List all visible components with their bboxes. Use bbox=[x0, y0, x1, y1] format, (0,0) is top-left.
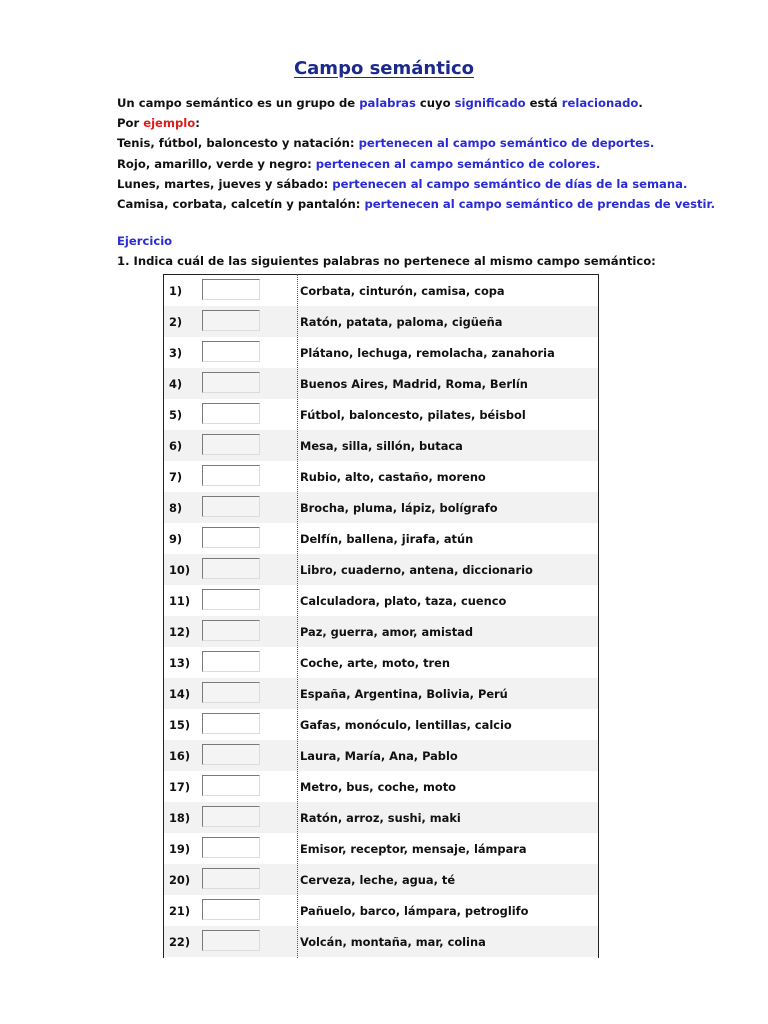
item-number: 1) bbox=[169, 284, 183, 298]
answer-field[interactable] bbox=[202, 558, 260, 579]
definition-text-1: Un campo semántico es un grupo de bbox=[117, 96, 360, 110]
exercise-row bbox=[164, 368, 598, 399]
example-words: Tenis, fútbol, baloncesto y natación: bbox=[117, 136, 359, 151]
example-field: pertenecen al campo semántico de colores. bbox=[315, 156, 601, 171]
answer-field[interactable] bbox=[202, 806, 260, 827]
item-number: 18) bbox=[169, 811, 191, 825]
item-number: 17) bbox=[169, 780, 191, 794]
example-line bbox=[117, 194, 737, 214]
word-list: Ratón, arroz, sushi, maki bbox=[300, 811, 461, 825]
word-list: Gafas, monóculo, lentillas, calcio bbox=[300, 718, 512, 732]
example-field: pertenecen al campo semántico de prendas de vestir. bbox=[364, 197, 715, 212]
item-number: 3) bbox=[169, 346, 183, 360]
word-list: Buenos Aires, Madrid, Roma, Berlín bbox=[300, 377, 528, 391]
keyword-palabras: palabras bbox=[359, 96, 416, 110]
item-number: 13) bbox=[169, 656, 191, 670]
item-number: 4) bbox=[169, 377, 183, 391]
word-list: España, Argentina, Bolivia, Perú bbox=[300, 687, 508, 701]
answer-field[interactable] bbox=[202, 930, 260, 951]
word-list: Emisor, receptor, mensaje, lámpara bbox=[300, 842, 527, 856]
example-intro-colon: : bbox=[195, 116, 200, 131]
item-number: 5) bbox=[169, 408, 183, 422]
definition-text-2: cuyo bbox=[415, 96, 455, 110]
item-number: 22) bbox=[169, 935, 191, 949]
example-intro-text: Por bbox=[117, 116, 144, 131]
exercise-row bbox=[164, 585, 598, 616]
exercise-question: 1. Indica cuál de las siguientes palabras no pertenece al mismo campo semántico: bbox=[117, 254, 656, 268]
word-list: Brocha, pluma, lápiz, bolígrafo bbox=[300, 501, 498, 515]
exercise-row bbox=[164, 864, 598, 895]
answer-field[interactable] bbox=[202, 403, 260, 424]
answer-field[interactable] bbox=[202, 279, 260, 300]
exercise-row bbox=[164, 740, 598, 771]
definition-text-3: está bbox=[525, 96, 562, 110]
column-divider bbox=[297, 274, 298, 958]
intro-section bbox=[117, 93, 737, 214]
item-number: 7) bbox=[169, 470, 183, 484]
example-intro-line bbox=[117, 113, 737, 133]
example-words: Camisa, corbata, calcetín y pantalón: bbox=[117, 197, 365, 212]
word-list: Ratón, patata, paloma, cigüeña bbox=[300, 315, 503, 329]
item-number: 16) bbox=[169, 749, 191, 763]
exercise-table bbox=[163, 274, 599, 958]
exercise-row bbox=[164, 678, 598, 709]
word-list: Calculadora, plato, taza, cuenco bbox=[300, 594, 507, 608]
item-number: 9) bbox=[169, 532, 183, 546]
word-list: Volcán, montaña, mar, colina bbox=[300, 935, 486, 949]
example-line bbox=[117, 133, 737, 153]
item-number: 8) bbox=[169, 501, 183, 515]
answer-field[interactable] bbox=[202, 620, 260, 641]
answer-field[interactable] bbox=[202, 465, 260, 486]
item-number: 19) bbox=[169, 842, 191, 856]
item-number: 12) bbox=[169, 625, 191, 639]
keyword-significado: significado bbox=[454, 96, 526, 110]
exercise-row bbox=[164, 647, 598, 678]
exercise-row bbox=[164, 771, 598, 802]
word-list: Cerveza, leche, agua, té bbox=[300, 873, 456, 887]
word-list: Metro, bus, coche, moto bbox=[300, 780, 456, 794]
keyword-ejemplo: ejemplo bbox=[143, 116, 196, 131]
word-list: Delfín, ballena, jirafa, atún bbox=[300, 532, 474, 546]
answer-field[interactable] bbox=[202, 744, 260, 765]
answer-field[interactable] bbox=[202, 527, 260, 548]
word-list: Plátano, lechuga, remolacha, zanahoria bbox=[300, 346, 555, 360]
definition-text-4: . bbox=[638, 96, 643, 110]
exercise-row bbox=[164, 709, 598, 740]
exercise-row bbox=[164, 461, 598, 492]
exercise-row bbox=[164, 554, 598, 585]
example-field: pertenecen al campo semántico de días de la semana. bbox=[332, 176, 688, 191]
word-list: Fútbol, baloncesto, pilates, béisbol bbox=[300, 408, 526, 422]
keyword-relacionado: relacionado bbox=[561, 96, 639, 110]
exercise-row bbox=[164, 492, 598, 523]
exercise-heading: Ejercicio bbox=[117, 234, 173, 248]
answer-field[interactable] bbox=[202, 310, 260, 331]
word-list: Rubio, alto, castaño, moreno bbox=[300, 470, 486, 484]
answer-field[interactable] bbox=[202, 775, 260, 796]
example-words: Lunes, martes, jueves y sábado: bbox=[117, 176, 333, 191]
exercise-row bbox=[164, 275, 598, 306]
item-number: 11) bbox=[169, 594, 191, 608]
word-list: Corbata, cinturón, camisa, copa bbox=[300, 284, 505, 298]
exercise-row bbox=[164, 337, 598, 368]
answer-field[interactable] bbox=[202, 837, 260, 858]
example-words: Rojo, amarillo, verde y negro: bbox=[117, 156, 316, 171]
answer-field[interactable] bbox=[202, 589, 260, 610]
example-line bbox=[117, 154, 737, 174]
word-list: Laura, María, Ana, Pablo bbox=[300, 749, 458, 763]
answer-field[interactable] bbox=[202, 496, 260, 517]
example-field: pertenecen al campo semántico de deportes. bbox=[358, 136, 655, 151]
item-number: 20) bbox=[169, 873, 191, 887]
word-list: Libro, cuaderno, antena, diccionario bbox=[300, 563, 533, 577]
word-list: Paz, guerra, amor, amistad bbox=[300, 625, 473, 639]
answer-field[interactable] bbox=[202, 434, 260, 455]
answer-field[interactable] bbox=[202, 682, 260, 703]
exercise-row bbox=[164, 399, 598, 430]
exercise-row bbox=[164, 926, 598, 957]
exercise-row bbox=[164, 895, 598, 926]
answer-field[interactable] bbox=[202, 868, 260, 889]
answer-field[interactable] bbox=[202, 341, 260, 362]
item-number: 15) bbox=[169, 718, 191, 732]
item-number: 6) bbox=[169, 439, 183, 453]
item-number: 2) bbox=[169, 315, 183, 329]
exercise-row bbox=[164, 833, 598, 864]
exercise-row bbox=[164, 802, 598, 833]
exercise-row bbox=[164, 430, 598, 461]
exercise-row bbox=[164, 306, 598, 337]
item-number: 10) bbox=[169, 563, 191, 577]
exercise-row bbox=[164, 616, 598, 647]
item-number: 21) bbox=[169, 904, 191, 918]
answer-field[interactable] bbox=[202, 899, 260, 920]
word-list: Coche, arte, moto, tren bbox=[300, 656, 450, 670]
definition-line bbox=[117, 93, 737, 113]
answer-field[interactable] bbox=[202, 651, 260, 672]
item-number: 14) bbox=[169, 687, 191, 701]
example-line bbox=[117, 174, 737, 194]
word-list: Pañuelo, barco, lámpara, petroglifo bbox=[300, 904, 529, 918]
answer-field[interactable] bbox=[202, 372, 260, 393]
page-title: Campo semántico bbox=[293, 58, 475, 79]
answer-field[interactable] bbox=[202, 713, 260, 734]
exercise-row bbox=[164, 523, 598, 554]
word-list: Mesa, silla, sillón, butaca bbox=[300, 439, 463, 453]
